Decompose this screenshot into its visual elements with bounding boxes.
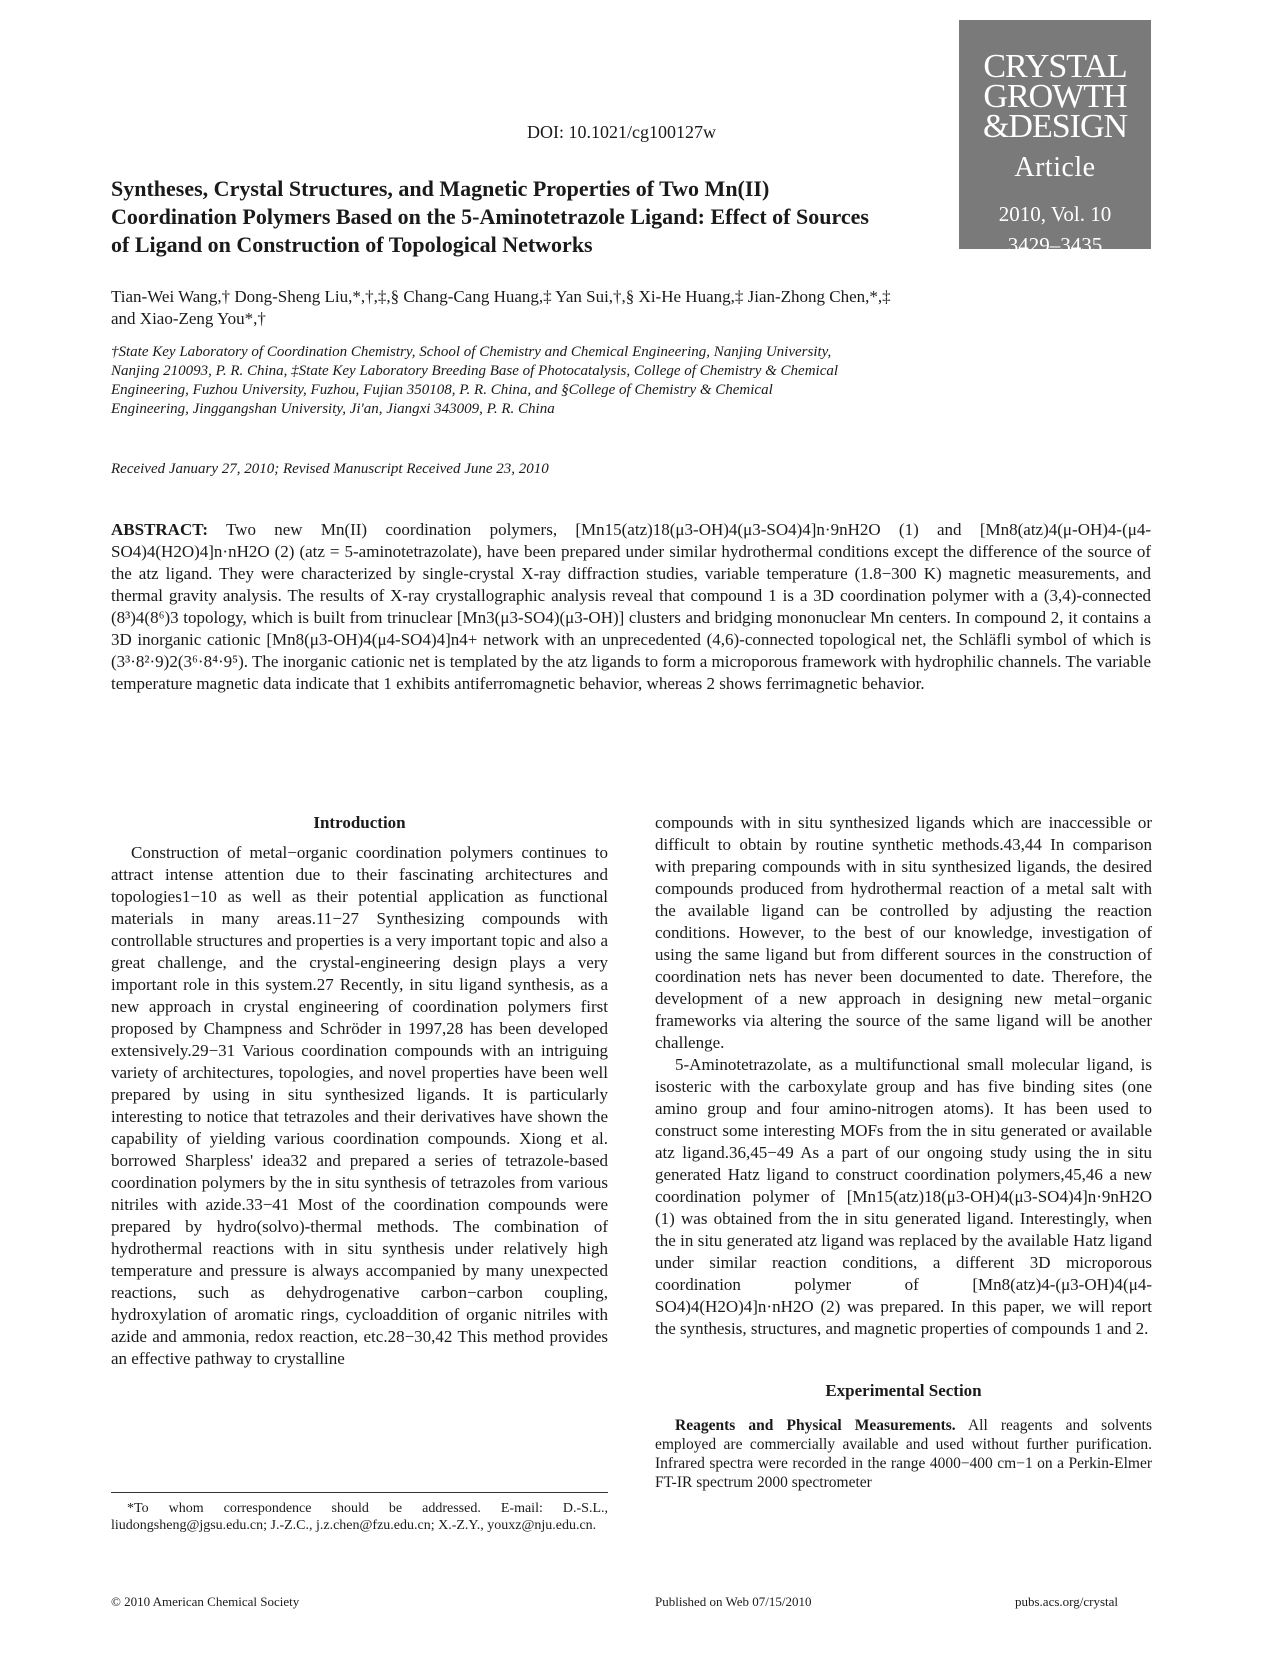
received-dates: Received January 27, 2010; Revised Manuscript Received June 23, 2010 [111, 461, 549, 477]
article-type: Article [1014, 152, 1096, 183]
experimental-heading: Experimental Section [825, 1381, 982, 1400]
abstract-text: Two new Mn(II) coordination polymers, [Mn15(atz)18(μ3-OH)4(μ3-SO4)4]n·9nH2O (1) and [Mn8(atz)4(μ-OH)4-(μ4-SO4)4(H2O)4]n·nH2O (2) (atz = 5-aminotetrazolate), have been prepared under similar hydrothermal conditions except the difference of the source of the atz ligand. They were characterized by single-crystal X-ray diffraction studies, variable temperature (1.8−300 K) magnetic measurements, and thermal gravity analysis. The results of X-ray crystallographic analysis reveal that compound 1 is a 3D coordination polymer with a (3,4)-connected (8³)4(8⁶)3 topology, which is built from trinuclear [Mn3(μ3-SO4)(μ3-OH)] clusters and bridging mononuclear Mn centers. In compound 2, it contains a 3D inorganic cationic [Mn8(μ3-OH)4(μ4-SO4)4]n4+ network with an unprecedented (4,6)-connected topological net, the Schläfli symbol of which is (3³·8²·9)2(3⁶·8⁴·9⁵). The inorganic cationic net is templated by the atz ligands to form a microporous framework with hydrophilic channels. The variable temperature magnetic data indicate that 1 exhibits antiferromagnetic behavior, whereas 2 shows ferrimagnetic behavior. [111, 520, 1152, 693]
left-column [111, 812, 608, 1370]
reagents-run-head: Reagents and Physical Measurements. [675, 1417, 956, 1434]
journal-pages: 3429–3435 [1007, 233, 1103, 257]
footer-published: Published on Web 07/15/2010 [655, 1594, 812, 1609]
correspondence-footnote: *To whom correspondence should be addressed. E-mail: D.-S.L., liudongsheng@jgsu.edu.cn; J.-Z.C., j.z.chen@fzu.edu.cn; X.-Z.Y., youxz@nju.edu.cn. [111, 1501, 608, 1533]
author-list: Tian-Wei Wang,† Dong-Sheng Liu,*,†,‡,§ Chang-Cang Huang,‡ Yan Sui,†,§ Xi-He Huang,‡ Jian-Zhong Chen,*,‡ and Xiao-Zeng You*,† [111, 287, 891, 328]
journal-name-line3: &DESIGN [982, 108, 1128, 145]
footer-copyright: © 2010 American Chemical Society [111, 1594, 300, 1609]
intro-paragraph-2: 5-Aminotetrazolate, as a multifunctional small molecular ligand, is isosteric with the carboxylate group and has five binding sites (one amino group and four amino-nitrogen atoms). It has been used to construct some interesting MOFs from the in situ generated or available atz ligand.36,45−49 As a part of our ongoing study using the in situ generated Hatz ligand to construct coordination polymers,45,46 a new coordination polymer of [Mn15(atz)18(μ3-OH)4(μ3-SO4)4]n·9nH2O (1) was obtained from the in situ generated ligand. Interestingly, when the in situ generated atz ligand was replaced by the available Hatz ligand under similar reaction conditions, a different 3D microporous coordination polymer of [Mn8(atz)4-(μ3-OH)4(μ4-SO4)4(H2O)4]n·nH2O (2) was prepared. In this paper, we will report the synthesis, structures, and magnetic properties of compounds 1 and 2. [655, 1055, 1152, 1338]
reagents-paragraph [655, 1416, 1152, 1492]
abstract [111, 519, 1151, 695]
intro-paragraph-1-continued: compounds with in situ synthesized ligands which are inaccessible or difficult to obtain by routine synthetic methods.43,44 In comparison with preparing compounds with in situ synthesized ligands, the desired compounds produced from hydrothermal reaction of a metal salt with the available ligand can be controlled by adjusting the reaction conditions. However, to the best of our knowledge, investigation of using the same ligand but from different sources in the construction of coordination nets has never been documented to date. Therefore, the development of a new approach in designing new metal−organic frameworks via altering the source of the same ligand will be another challenge. [655, 813, 1152, 1052]
intro-paragraph-1: Construction of metal−organic coordination polymers continues to attract intense attention due to their fascinating architectures and topologies1−10 as well as their potential application as functional materials in many areas.11−27 Synthesizing compounds with controllable structures and properties is a very important topic and also a great challenge, and the crystal-engineering design plays a very important role in this system.27 Recently, in situ ligand synthesis, as a new approach in crystal engineering of coordination polymers first proposed by Champness and Schröder in 1997,28 has been developed extensively.29−31 Various coordination compounds with an intriguing variety of architectures, topologies, and novel properties have been well prepared by using in situ synthesized ligands. It is particularly interesting to notice that tetrazoles and their derivatives have shown the capability of yielding various coordination compounds. Xiong et al. borrowed Sharpless' idea32 and prepared a series of tetrazole-based coordination polymers by the in situ synthesis of tetrazoles from various nitriles with azide.33−41 Most of the coordination compounds were prepared by hydro(solvo)-thermal methods. The combination of hydrothermal reactions with in situ synthesis under relatively high temperature and pressure is always accompanied by many unexpected reactions, such as dehydrogenative carbon−carbon coupling, hydroxylation of aromatic rings, cycloaddition of organic nitriles with azide and ammonia, redox reaction, etc.28−30,42 This method provides an effective pathway to crystalline [111, 843, 608, 1368]
affiliations: †State Key Laboratory of Coordination Chemistry, School of Chemistry and Chemical Engineering, Nanjing University, Nanjing 210093, P. R. China, ‡State Key Laboratory Breeding Base of Photocatalysis, College of Chemistry & Chemical Engineering, Fuzhou University, Fuzhou, Fujian 350108, P. R. China, and §College of Chemistry & Chemical Engineering, Jinggangshan University, Ji'an, Jiangxi 343009, P. R. China [111, 344, 839, 417]
footnote-divider [111, 1492, 608, 1493]
introduction-heading: Introduction [313, 813, 406, 832]
journal-volume: 2010, Vol. 10 [998, 202, 1112, 226]
reagents-text: All reagents and solvents employed are commercially available and used without further purification. Infrared spectra were recorded in the range 4000−400 cm−1 on a Perkin-Elmer FT-IR spectrum 2000 spectrometer [655, 1417, 1152, 1491]
footer-url: pubs.acs.org/crystal [1015, 1594, 1119, 1609]
journal-name-line1: CRYSTAL [983, 48, 1127, 85]
journal-badge [959, 20, 1151, 257]
abstract-label: ABSTRACT: [111, 520, 208, 539]
doi: DOI: 10.1021/cg100127w [527, 122, 716, 142]
paper-title: Syntheses, Crystal Structures, and Magnetic Properties of Two Mn(II) Coordination Polymers Based on the 5-Aminotetrazole Ligand: Effect of Sources of Ligand on Construction of Topological Networks [111, 176, 869, 257]
right-column [655, 812, 1152, 1492]
journal-name-line2: GROWTH [983, 78, 1127, 115]
